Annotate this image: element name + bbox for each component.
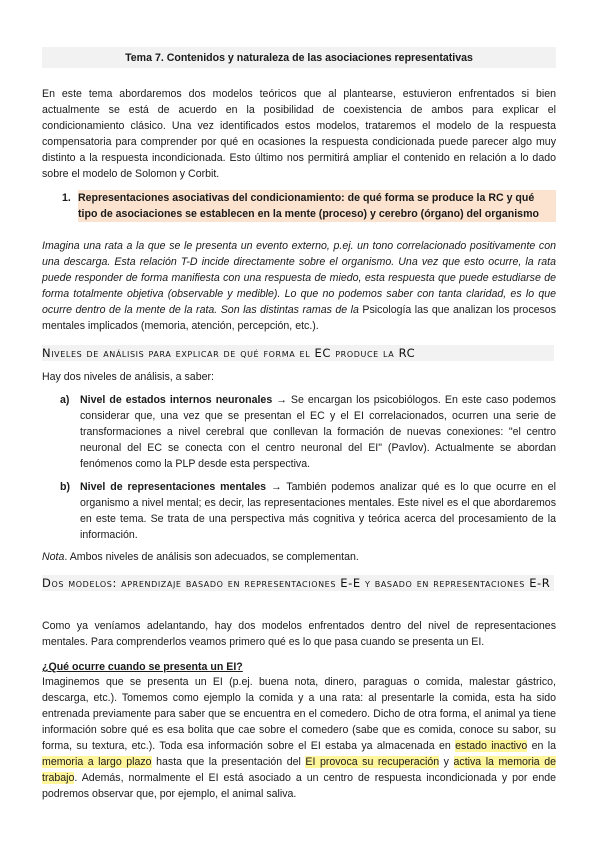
section-1-heading: [62, 190, 556, 222]
imagine-paragraph: [42, 238, 556, 334]
nota-paragraph: [42, 549, 556, 565]
section-1-number: 1.: [62, 192, 71, 204]
section-1-title: Representaciones asociativas del condicionamiento: de qué forma se produce la RC y qué tipo de asociaciones se establecen en la mente (proceso) y cerebro (órgano) del organismo: [78, 190, 556, 222]
highlight-estado-inactivo: estado inactivo: [455, 740, 528, 752]
models-intro: Como ya veníamos adelantando, hay dos modelos enfrentados dentro del nivel de representaciones mentales. Para comprenderlos veamos primero qué es lo que pasa cuando se presenta un EI.: [42, 620, 556, 648]
nota-label: Nota: [42, 551, 65, 563]
level-b-text: → También podemos analizar qué es lo que ocurre en el organismo a nivel mental; es decir, las representaciones mentales. Este nivel es el que abordaremos en este tema. Se trata de una perspectiva más cognitiva y teórica acerca del procesamiento de la información.: [80, 481, 557, 541]
levels-intro: Hay dos niveles de análisis, a saber:: [42, 371, 214, 383]
imagine-plain-text: Psicología las que analizan los procesos mentales implicados (memoria, atención, percepción, etc.).: [42, 304, 556, 332]
nota-text: . Ambos niveles de análisis son adecuados, se complementan.: [64, 551, 359, 563]
question-heading: ¿Qué ocurre cuando se presenta un EI?: [42, 661, 243, 673]
heading-niveles-de-analisis: Niveles de análisis para explicar de qué forma el EC produce la RC: [42, 345, 554, 361]
highlight-memoria-trabajo: activa la memoria de trabajo: [42, 756, 557, 784]
level-b-label: Nivel de representaciones mentales: [80, 481, 267, 493]
level-a-item: [60, 392, 556, 472]
highlight-memoria-largo-plazo: memoria a largo plazo: [42, 756, 152, 768]
page-title: Tema 7. Contenidos y naturaleza de las asociaciones representativas: [42, 47, 556, 68]
intro-paragraph: En este tema abordaremos dos modelos teóricos que al plantearse, estuvieron enfrentados si bien actualmente se está de acuerdo en la posibilidad de coexistencia de ambos para explicar el condicionamiento clásico. Una vez identificados estos modelos, trataremos el modelo de la respuesta compensatoria para comprender por qué en ocasiones la respuesta condicionada puede parecer algo muy distinto a la respuesta incondicionada. Esto último nos permitirá ampliar el contenido en relación a lo dado sobre el modelo de Solomon y Corbit.: [42, 88, 556, 180]
imagine-italic-text: Imagina una rata a la que se le presenta un evento externo, p.ej. un tono correlacionado positivamente con una descarga. Esta relación T-D incide directamente sobre el organismo. Una vez que esto ocurre, la rata puede responder de forma manifiesta con una respuesta de miedo, esta respuesta que puede estudiarse de forma totalmente objetiva (observable y medible). Lo que no podemos saber con tanta claridad, es lo que ocurre dentro de la mente de la rata. Son las distintas ramas de la: [42, 240, 556, 316]
level-a-label: Nivel de estados internos neuronales: [80, 394, 273, 406]
level-b-marker: b): [60, 481, 70, 493]
answer-paragraph: Imaginemos que se presenta un EI (p.ej. buena nota, dinero, paraguas o comida, malestar gástrico, descarga, etc.). Tomemos como ejemplo la comida y a una rata: al presentarle la comida, esta ha sido entrenada previamente para saber que se encuentra en el comedero. Dicho de otra forma, el animal ya tiene información sobre qué es esa bolita que cae sobre el comedero (sabe que es comida, conoce su sabor, su forma, su textura, etc.). Toda esa información sobre el EI estaba ya almacenada en estado inactivo en la memoria a largo plazo hasta que la presentación del EI provoca su recuperación y activa la memoria de trabajo. Además, normalmente el EI está asociado a un centro de respuesta incondicionada y por ende podremos observar que, por ejemplo, el animal saliva.: [42, 676, 557, 800]
heading-dos-modelos: Dos modelos: aprendizaje basado en representaciones E-E y basado en representaciones E-R: [42, 575, 554, 591]
level-b-item: [60, 479, 556, 543]
level-a-text: → Se encargan los psicobiólogos. En este caso podemos considerar que, una vez que se presentan el EC y el EI correlacionados, ocurren una serie de transformaciones a nivel cerebral que conllevan la formación de nuevas conexiones: "el centro neuronal del EC se conecta con el centro neuronal del EI" (Pavlov). Actualmente se abordan fenómenos como la PLP desde esta perspectiva.: [80, 394, 556, 470]
level-a-marker: a): [60, 394, 70, 406]
highlight-ei-recuperacion: EI provoca su recuperación: [305, 756, 440, 768]
